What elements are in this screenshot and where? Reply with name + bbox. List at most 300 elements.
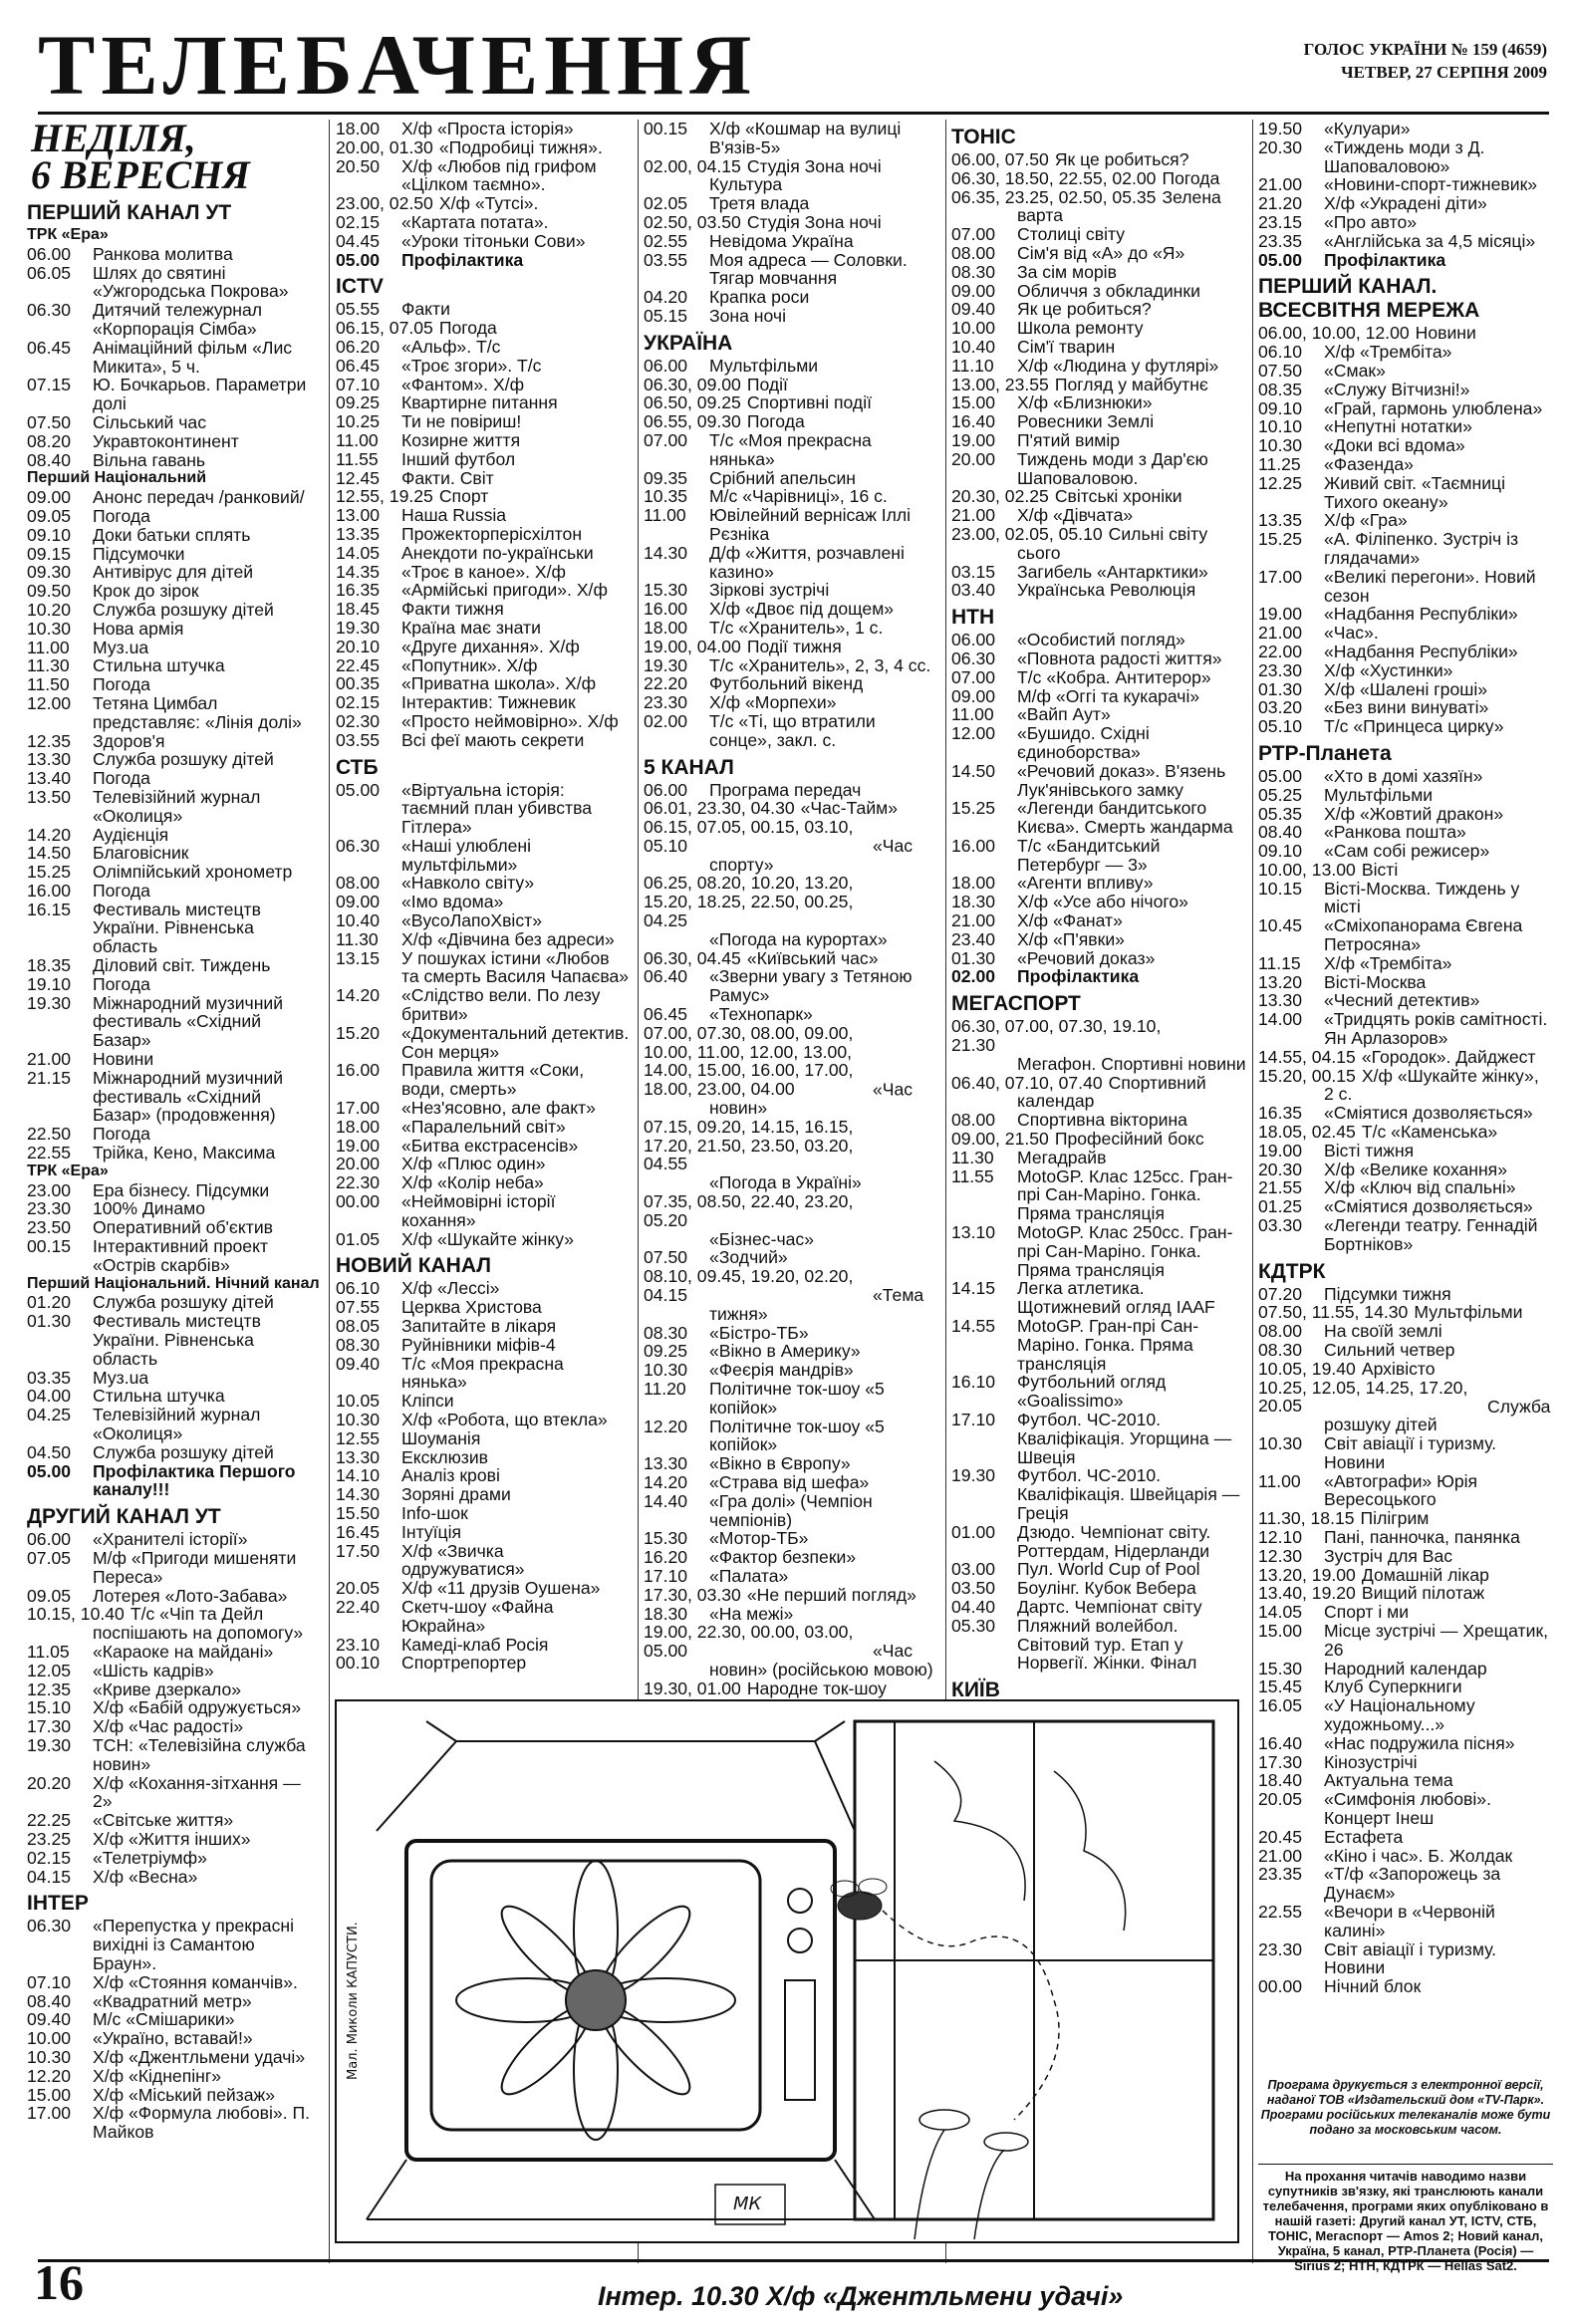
program-title: Х/ф «Усе або нічого» [1017, 892, 1188, 912]
program-item [27, 1736, 322, 1774]
program-item [336, 338, 632, 357]
program-item [1258, 1865, 1553, 1903]
program-title: Програма передач [709, 779, 862, 800]
program-title: Церква Христова [401, 1297, 542, 1318]
program-item [336, 893, 632, 911]
program-item [644, 1605, 938, 1624]
program-time: 23.15 [1258, 211, 1303, 232]
program-item [1258, 880, 1553, 917]
program-title: Служба розшуку дітей [93, 1292, 274, 1313]
channel-heading: ІНТЕР [27, 1892, 89, 1916]
program-time: 14.20 [644, 1471, 688, 1492]
program-item [336, 911, 632, 930]
program-time: 23.00 [27, 1179, 72, 1200]
program-time: 08.00 [951, 242, 996, 263]
program-item [644, 656, 938, 675]
program-time: 09.10 [27, 524, 72, 545]
program-item [1258, 1977, 1553, 1996]
program-title: Мультфільми [1324, 784, 1434, 805]
program-item [644, 288, 938, 307]
program-item [27, 1050, 322, 1069]
program-item [951, 225, 1246, 244]
program-time: 01.05 [336, 1228, 381, 1249]
program-item [27, 1830, 322, 1849]
program-title: Зона ночі [709, 305, 786, 326]
program-item [951, 1617, 1246, 1673]
program-title: Квартирне питання [401, 392, 558, 413]
program-time: 06.55, 09.30 [644, 411, 741, 432]
program-title: Кінозустрічі [1324, 1751, 1418, 1772]
program-item [336, 712, 632, 731]
program-title: Х/ф «Звичка одружуватися» [401, 1540, 525, 1580]
program-time: 11.50 [27, 674, 70, 695]
program-item [1258, 605, 1553, 624]
program-time: 10.40 [951, 336, 996, 357]
program-title: «На межі» [709, 1603, 794, 1624]
program-time: 14.30 [644, 542, 688, 563]
program-time: 13.30 [1258, 990, 1303, 1011]
program-time: 14.05 [336, 542, 381, 563]
program-title: Шлях до святині «Ужгородська Покрова» [93, 262, 289, 302]
program-time: 22.25 [27, 1810, 72, 1831]
program-time: 12.55 [336, 1427, 381, 1448]
program-title: Х/ф «Морпехи» [709, 692, 837, 713]
program-time: 01.30 [27, 1311, 72, 1332]
program-time: 21.00 [1258, 1845, 1303, 1866]
program-item [336, 1317, 632, 1336]
program-time: 15.30 [644, 1528, 688, 1549]
program-title: «Т/ф «Запорожець за Дунаєм» [1324, 1864, 1501, 1904]
program-item [27, 956, 322, 975]
program-time: 02.50, 03.50 [644, 211, 741, 232]
program-time: 17.10 [644, 1565, 688, 1586]
program-time: 10.25 [336, 411, 381, 432]
program-item [1258, 823, 1553, 842]
program-time: 16.00 [27, 880, 72, 901]
program-item [336, 1355, 632, 1393]
program-title: Сильні світу сього [1017, 523, 1208, 563]
program-title: Х/ф «Дівчата» [1017, 505, 1134, 526]
program-title: Запитайте в лікаря [401, 1316, 557, 1337]
program-title: Вісті [1361, 859, 1399, 880]
program-time: 09.10 [1258, 397, 1303, 418]
program-time: 12.10 [1258, 1526, 1303, 1547]
program-item [951, 1560, 1246, 1579]
program-title: Третя влада [709, 193, 810, 214]
program-time: 21.00 [1258, 623, 1303, 644]
cartoon-credit: Мал. Миколи КАПУСТИ. [346, 1922, 361, 2080]
program-time: 06.15, 07.05 [336, 318, 433, 339]
program-time: 08.40 [27, 449, 72, 470]
program-title: Школа ремонту [1017, 318, 1144, 339]
program-time: 14.40 [644, 1490, 688, 1511]
program-item [951, 837, 1246, 875]
program-item [336, 837, 632, 875]
program-time: 07.50 [27, 411, 72, 432]
program-title: Благовісник [93, 843, 189, 864]
program-item [644, 213, 938, 232]
program-item [1258, 991, 1553, 1010]
program-item [1258, 1940, 1553, 1978]
program-item [27, 769, 322, 788]
program-time: 08.35 [1258, 379, 1303, 399]
program-time: 10.20 [27, 599, 72, 620]
program-item [644, 506, 938, 544]
program-item [644, 1248, 938, 1267]
program-item [644, 674, 938, 693]
program-item [336, 731, 632, 750]
program-time: 06.30 [27, 1916, 72, 1937]
program-item [336, 393, 632, 412]
program-item [1258, 213, 1553, 232]
program-title: «Кіно і час». Б. Жолдак [1324, 1845, 1513, 1866]
program-title: Зустріч для Вас [1324, 1545, 1453, 1566]
program-title: «Хто в домі хазяїн» [1324, 765, 1483, 786]
program-item [1258, 417, 1553, 436]
program-time: 15.45 [1258, 1677, 1303, 1697]
program-time: 11.00 [951, 704, 994, 725]
program-time: 08.40 [27, 1990, 72, 2011]
program-item [1258, 1847, 1553, 1866]
satellite-info: На прохання читачів наводимо назви супутників зв'язку, які транслюють канали телебачення, програми яких опубліковано в нашій газеті: Другий канал УТ, ICTV, СТБ, ТОНІС, Мегаспорт — Amos 2; Новий канал, Україна, 5 канал, РТР-Планета (Росія) — Sirius 2; НТН, КДТРК — Hellas Sat2. [1258, 2164, 1553, 2273]
program-title: «Слідство вели. По лезу бритви» [401, 985, 601, 1025]
program-item [1258, 1178, 1553, 1197]
program-item [644, 1454, 938, 1473]
program-title: Тиждень моди з Дар'єю Шаповаловою. [1017, 448, 1208, 488]
program-title: Д/ф «Життя, розчавлені казино» [709, 542, 905, 582]
program-title: Погода [93, 674, 150, 695]
program-item [336, 1579, 632, 1598]
program-title: «Світське життя» [93, 1810, 234, 1831]
program-item [1258, 1753, 1553, 1772]
program-time: 16.05 [1258, 1695, 1303, 1716]
program-title: «Нас подружила пісня» [1324, 1732, 1515, 1753]
program-item [1258, 1067, 1553, 1105]
program-time: 08.30 [951, 261, 996, 282]
program-time: 10.40 [336, 910, 381, 931]
program-title: М/ф «Оггі та кукарачі» [1017, 685, 1200, 706]
program-item [1258, 1584, 1553, 1603]
program-item [1258, 511, 1553, 530]
program-title: Дартс. Чемпіонат світу [1017, 1596, 1202, 1617]
channel-subheading: ТРК «Ера» [27, 1162, 109, 1179]
program-time: 01.20 [27, 1292, 72, 1313]
program-time: 10.05, 19.40 [1258, 1358, 1356, 1379]
program-title: Аудієнція [93, 824, 169, 845]
program-title: Х/ф «Кошмар на вулиці В'язів-5» [709, 119, 902, 157]
program-item [1258, 861, 1553, 880]
program-item [27, 675, 322, 694]
program-item [336, 1448, 632, 1467]
program-title: Х/ф «Робота, що втекла» [401, 1410, 608, 1429]
program-title: Вісті-Москва. Тиждень у місті [1324, 878, 1520, 917]
channel-heading: ТОНІС [951, 126, 1016, 148]
program-item [951, 649, 1246, 668]
program-item [951, 1074, 1246, 1112]
program-title: Крапка роси [709, 287, 810, 308]
program-item [336, 412, 632, 431]
program-item [336, 450, 632, 469]
program-title: Дзюдо. Чемпіонат світу. Роттердам, Нідерланди [1017, 1521, 1211, 1561]
program-item [27, 620, 322, 639]
program-title: «Альф». Т/с [401, 336, 501, 357]
program-item [1258, 1010, 1553, 1048]
program-time: 09.00 [336, 892, 381, 912]
program-item [1258, 251, 1553, 270]
program-item [644, 619, 938, 638]
program-time: 09.25 [644, 1341, 688, 1362]
program-time: 03.20 [1258, 697, 1303, 718]
program-item [951, 1167, 1246, 1223]
program-item [27, 732, 322, 751]
program-item [27, 2067, 322, 2086]
source-note: Програма друкується з електронної версії, наданої ТОВ «Издательский дом «TV-Парк». Програми російських телеканалів може бути подано за московським часом. [1260, 2078, 1551, 2137]
program-title: «Без вини винуваті» [1324, 697, 1489, 718]
footer-highlight: Інтер. 10.30 Х/ф «Джентльмени удачі» [598, 2281, 1124, 2311]
program-item [644, 1361, 938, 1380]
program-time: 21.00 [1258, 174, 1303, 195]
program-title: Фестиваль мистецтв України. Рівненська область [93, 899, 261, 957]
program-time: 23.40 [951, 928, 996, 949]
program-item [27, 994, 322, 1050]
program-title: Архівісто [1361, 1358, 1436, 1379]
program-title: Здоров'я [93, 730, 165, 751]
program-time: 05.30 [951, 1615, 996, 1636]
program-time: 14.20 [336, 985, 381, 1006]
program-title: Зелена варта [1017, 186, 1221, 226]
program-item [644, 1418, 938, 1455]
program-item [27, 1406, 322, 1443]
program-item [27, 2086, 322, 2105]
program-item [951, 911, 1246, 930]
program-time: 06.00 [644, 355, 688, 376]
program-item [951, 487, 1246, 506]
program-time: 09.05 [27, 1585, 72, 1606]
cartoon-illustration [335, 1699, 1239, 2243]
program-item [644, 1623, 938, 1678]
program-item [644, 412, 938, 431]
program-item [27, 1144, 322, 1162]
program-time: 06.00, 07.50 [951, 149, 1049, 169]
program-item [27, 1549, 322, 1587]
program-item [1258, 1322, 1553, 1341]
program-time: 03.00 [951, 1559, 996, 1580]
program-item [1258, 1123, 1553, 1142]
program-item [336, 656, 632, 675]
program-title: Футбол. ЧС-2010. Кваліфікація. Угорщина — Швеція [1017, 1410, 1232, 1467]
program-item [336, 1598, 632, 1636]
program-time: 06.00 [27, 243, 72, 264]
program-title: Кліпси [401, 1391, 454, 1412]
program-title: Т/с «Бандитський Петербург — 3» [1017, 835, 1161, 875]
program-title: Вищий пілотаж [1361, 1583, 1485, 1604]
program-time: 18.30 [644, 1603, 688, 1624]
program-title: Актуальна тема [1324, 1770, 1453, 1791]
program-time: 16.45 [336, 1521, 381, 1542]
program-item [1258, 568, 1553, 606]
program-title: Телевізійний журнал «Околиця» [93, 786, 261, 826]
program-time: 02.15 [336, 692, 381, 713]
program-time: 10.00 [27, 2028, 72, 2049]
program-title: Політичне ток-шоу «5 копійок» [709, 1379, 885, 1418]
program-title: Підсумочки [93, 543, 185, 564]
program-item [336, 525, 632, 544]
program-item [1258, 698, 1553, 717]
program-time: 11.05 [27, 1641, 70, 1662]
program-time: 16.10 [951, 1372, 996, 1393]
program-title: Погода [93, 973, 150, 994]
program-time: 10.30 [27, 618, 72, 639]
program-title: М/ф «Пригоди мишеняти Переса» [93, 1547, 297, 1587]
program-time: 02.15 [27, 1847, 72, 1868]
program-title: Ю. Бочкарьов. Параметри долі [93, 375, 307, 414]
program-title: «Час-Тайм» [800, 798, 899, 819]
program-time: 11.00 [336, 429, 379, 450]
program-time: 15.30 [1258, 1658, 1303, 1678]
program-title: Столиці світу [1017, 224, 1126, 245]
channel-heading: ПЕРШИЙ КАНАЛ УТ [27, 201, 232, 224]
program-item [27, 1973, 322, 1992]
program-item [336, 1429, 632, 1448]
program-title: Т/с «Ті, що втратили сонце», закл. с. [709, 710, 876, 750]
program-time: 14.10 [336, 1465, 381, 1486]
program-time: 12.00 [27, 692, 72, 713]
program-title: «Симфонія любові». Концерт Інеш [1324, 1789, 1491, 1828]
program-time: 16.00 [951, 835, 996, 856]
program-time: 23.50 [27, 1217, 72, 1238]
program-time: 15.50 [336, 1502, 381, 1523]
program-item [951, 668, 1246, 687]
program-title: Профілактика [1324, 249, 1446, 270]
program-title: «Картата потата». [401, 211, 549, 232]
program-time: 09.00 [951, 280, 996, 301]
program-item [951, 724, 1246, 762]
program-title: Х/ф «Близнюки» [1017, 392, 1153, 413]
program-time: 11.55 [951, 1165, 994, 1186]
program-title: «Легенди театру. Геннадій Бортніков» [1324, 1215, 1538, 1254]
program-title: Футбол. ЧС-2010. Кваліфікація. Швейцарія — Греція [1017, 1465, 1240, 1523]
cartoon-signature: МК [733, 2194, 762, 2214]
program-title: Естафета [1324, 1826, 1404, 1847]
program-item [951, 263, 1246, 282]
program-item [951, 431, 1246, 450]
program-time: 18.45 [336, 599, 381, 620]
program-time: 22.55 [27, 1143, 72, 1163]
program-time: 14.50 [27, 843, 72, 864]
program-time: 12.00 [951, 723, 996, 744]
program-item [27, 863, 322, 882]
program-title: Моя адреса — Соловки. Тягар мовчання [709, 249, 908, 289]
program-title: Боулінг. Кубок Вебера [1017, 1578, 1196, 1599]
program-item [27, 1069, 322, 1125]
program-time: 06.10 [336, 1278, 381, 1299]
program-item [1258, 1678, 1553, 1696]
program-time: 20.50 [336, 155, 381, 176]
program-item [336, 213, 632, 232]
program-title: «Ранкова пошта» [1324, 822, 1466, 843]
day-heading [31, 116, 322, 197]
program-time: 08.10, 09.45, 19.20, 02.20, 04.15 [644, 1266, 854, 1306]
program-item [27, 582, 322, 601]
program-title: Як це робиться? [1054, 149, 1189, 169]
program-item [336, 1542, 632, 1580]
program-item [27, 1811, 322, 1830]
program-time: 07.35, 08.50, 22.40, 23.20, 05.20 [644, 1191, 854, 1230]
program-time: 12.25 [1258, 472, 1303, 493]
program-time: 19.00, 04.00 [644, 636, 741, 656]
program-time: 10.30 [336, 1410, 381, 1429]
program-item [336, 487, 632, 506]
program-time: 09.35 [644, 467, 688, 488]
program-item [336, 1061, 632, 1099]
channel-subheading: Перший Національний [27, 469, 207, 487]
program-time: 05.35 [1258, 803, 1303, 824]
program-item [336, 600, 632, 619]
program-title: «Тема тижня» [709, 1285, 924, 1324]
program-item [27, 1443, 322, 1462]
program-title: Сім'я від «А» до «Я» [1017, 242, 1185, 263]
program-title: Х/ф «Весна» [93, 1866, 198, 1887]
program-item [27, 376, 322, 413]
program-title: Вісті тижня [1324, 1140, 1415, 1161]
program-item [951, 949, 1246, 968]
program-item [951, 893, 1246, 911]
program-time: 19.50 [1258, 119, 1303, 138]
program-title: «Криве дзеркало» [93, 1678, 242, 1699]
footer-rule [38, 2259, 1549, 2262]
program-time: 20.00 [336, 1154, 381, 1174]
program-item [27, 2048, 322, 2067]
program-item [27, 1181, 322, 1200]
program-title: Мегадрайв [1017, 1147, 1107, 1167]
program-time: 23.35 [1258, 1864, 1303, 1885]
program-item [336, 157, 632, 195]
program-title: «Сміятися дозволяється» [1324, 1103, 1533, 1124]
program-title: «Не перший погляд» [746, 1584, 916, 1605]
program-title: Х/ф «Проста історія» [401, 119, 574, 138]
program-item [1258, 805, 1553, 824]
program-item [951, 1149, 1246, 1167]
program-title: Погляд у майбутнє [1054, 374, 1208, 394]
program-time: 06.40, 07.10, 07.40 [951, 1072, 1103, 1093]
program-time: 09.30 [27, 562, 72, 583]
program-item [27, 1849, 322, 1868]
program-title: Країна має знати [401, 617, 541, 638]
program-time: 17.00 [336, 1098, 381, 1119]
program-time: 09.50 [27, 581, 72, 602]
program-title: «Караоке на майдані» [93, 1641, 274, 1662]
program-time: 19.30, 01.00 [644, 1678, 741, 1698]
program-title: Пілігрим [1360, 1508, 1430, 1529]
program-title: Світ авіації і туризму. Новини [1324, 1938, 1497, 1978]
program-title: Профілактика [401, 249, 524, 270]
program-time: 04.50 [27, 1441, 72, 1462]
program-item [951, 1317, 1246, 1373]
program-title: Вісті-Москва [1324, 971, 1427, 992]
program-item [951, 1130, 1246, 1149]
program-title: «Речовий доказ». В'язень Лук'янівського замку [1017, 760, 1226, 800]
program-time: 16.20 [644, 1547, 688, 1568]
program-title: М/с «Смішарики» [93, 2009, 235, 2030]
program-title: Х/ф «П'явки» [1017, 928, 1125, 949]
program-title: Х/ф «Дівчина без адреси» [401, 928, 615, 949]
program-time: 23.30 [27, 1198, 72, 1219]
program-title: Х/ф «Велике кохання» [1324, 1159, 1507, 1179]
program-title: Інтерактивний проект «Острів скарбів» [93, 1236, 269, 1275]
program-time: 12.35 [27, 1678, 72, 1699]
program-item [27, 451, 322, 470]
program-title: Х/ф «Міський пейзаж» [93, 2084, 276, 2105]
